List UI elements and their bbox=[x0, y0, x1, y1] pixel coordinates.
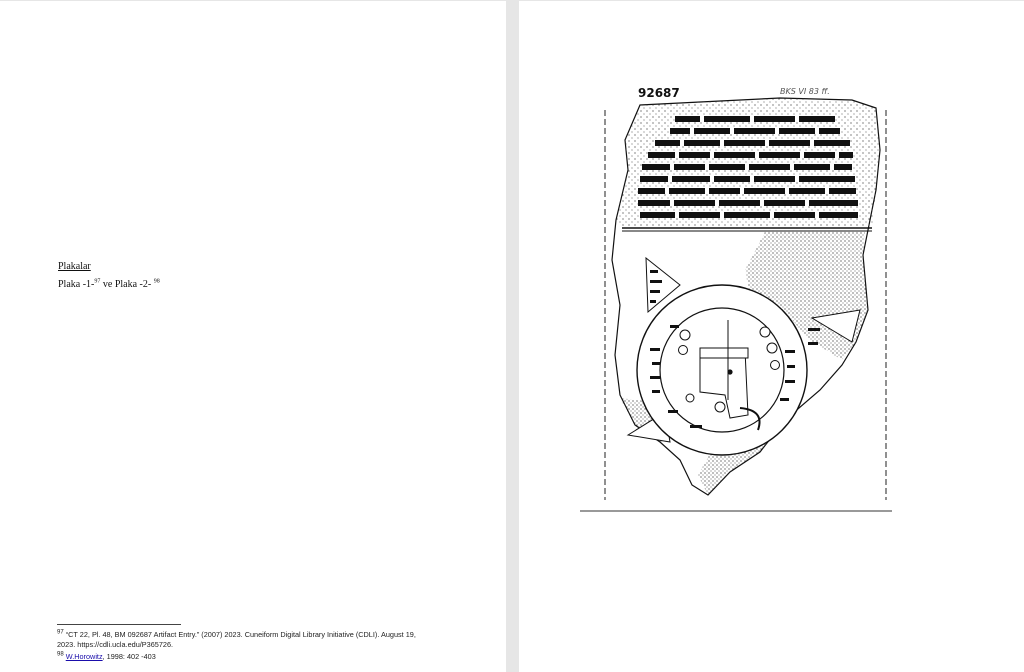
footnote-text: 2023. https://cdli.ucla.edu/P365726. bbox=[57, 640, 174, 649]
tablet-annotation: BKS VI 83 ff. bbox=[780, 87, 830, 96]
center-dot bbox=[727, 369, 732, 374]
city-circle-5 bbox=[771, 361, 780, 370]
author-link[interactable]: W.Horowitz bbox=[65, 652, 103, 661]
tablet-number: 92687 bbox=[638, 86, 680, 100]
left-page bbox=[0, 1, 506, 672]
city-circle-4 bbox=[767, 343, 777, 353]
footnote-98 bbox=[57, 652, 477, 662]
footnote-text: , 1998: 402 -403 bbox=[102, 652, 156, 661]
footnote-ref-98[interactable]: 98 bbox=[153, 278, 160, 285]
footnote-ref-97[interactable]: 97 bbox=[94, 278, 101, 285]
city-circle-3 bbox=[760, 327, 770, 337]
section-heading: Plakalar bbox=[58, 261, 91, 272]
city-circle-7 bbox=[686, 394, 694, 402]
plate-1-text: Plaka -1- bbox=[58, 279, 95, 290]
footnote-marker: 97 bbox=[57, 629, 64, 636]
footnote-separator bbox=[57, 624, 181, 625]
city-circle-6 bbox=[715, 402, 725, 412]
plate-2-text: ve Plaka -2- bbox=[100, 279, 154, 290]
plates-line bbox=[58, 279, 160, 290]
footnote-97 bbox=[57, 630, 477, 650]
footnote-marker: 98 bbox=[57, 651, 64, 658]
rectangle-region bbox=[700, 348, 748, 358]
city-circle-1 bbox=[680, 330, 690, 340]
tablet-drawing bbox=[580, 80, 892, 512]
city-circle-2 bbox=[679, 346, 688, 355]
footnote-text: “CT 22, Pl. 48, BM 092687 Artifact Entry.” (2007) 2023. Cuneiform Digital Library Initiative (CDLI). August 19, bbox=[63, 630, 416, 639]
